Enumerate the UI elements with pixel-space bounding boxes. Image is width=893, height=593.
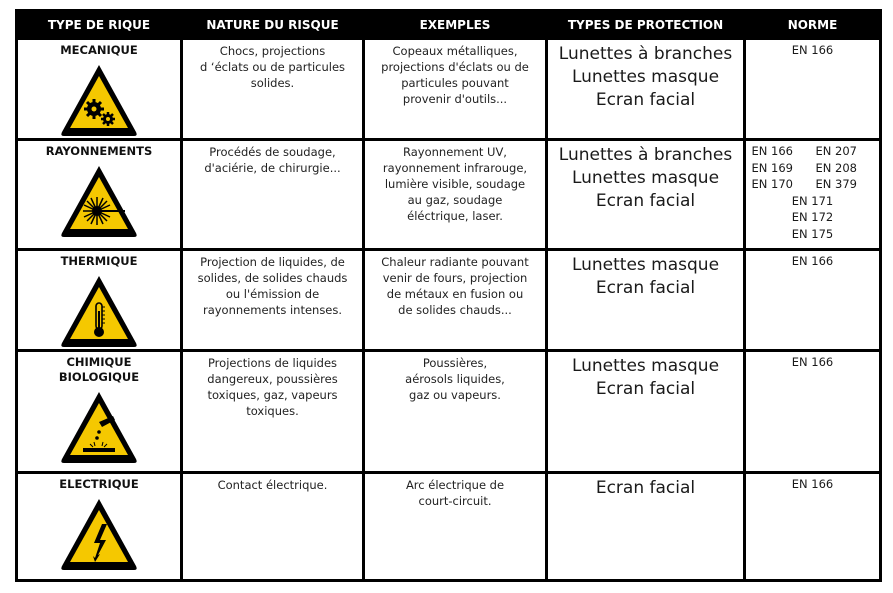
text-line: Poussières, xyxy=(422,356,488,370)
standard-code: EN 166 xyxy=(751,144,793,158)
protection-cell xyxy=(547,351,745,473)
risk-type-cell xyxy=(17,250,182,351)
examples-cell xyxy=(364,473,547,581)
text-line: court-circuit. xyxy=(418,494,492,508)
protection-item: Lunettes à branches xyxy=(558,145,733,165)
risk-type-label xyxy=(18,355,180,385)
table-header-row xyxy=(17,11,881,39)
text-line: provenir d'outils... xyxy=(402,92,508,106)
risk-nature-cell xyxy=(182,39,364,140)
text-line: Chaleur radiante pouvant xyxy=(381,255,529,269)
protection-cell xyxy=(547,473,745,581)
standard-code: EN 166 xyxy=(791,477,834,491)
text-line: lumière visible, soudage xyxy=(384,177,526,191)
standard-cell xyxy=(745,39,881,140)
text-line: Chocs, projections xyxy=(219,44,326,58)
text-line: Rayonnement UV, xyxy=(403,145,507,159)
table-row-rayonnements xyxy=(17,140,881,250)
standard-code: EN 208 xyxy=(815,160,857,175)
protection-item: Ecran facial xyxy=(595,191,696,211)
text-line: Copeaux métalliques, xyxy=(392,44,518,58)
table-row-thermique xyxy=(17,250,881,351)
risk-nature-cell xyxy=(182,473,364,581)
header-standard: NORME xyxy=(745,11,881,39)
table-row-mecanique xyxy=(17,39,881,140)
protection-cell xyxy=(547,39,745,140)
risk-type-label: RAYONNEMENTS xyxy=(45,144,153,158)
standard-cell xyxy=(745,473,881,581)
laser-radiation-warning-icon xyxy=(59,163,139,239)
protection-item: Ecran facial xyxy=(595,478,696,498)
standard-code: EN 169 xyxy=(751,160,793,175)
examples-cell xyxy=(364,351,547,473)
text-line: dangereux, poussières xyxy=(207,372,338,386)
risk-nature-cell xyxy=(182,140,364,250)
text-line: au gaz, soudage xyxy=(407,193,503,207)
examples-cell xyxy=(364,250,547,351)
protection-item: Lunettes masque xyxy=(571,168,720,188)
text-line: rayonnement infrarouge, xyxy=(382,161,528,175)
risk-type-cell xyxy=(17,140,182,250)
text-line: Procédés de soudage, xyxy=(209,145,336,159)
protection-item: Lunettes masque xyxy=(571,356,720,376)
text-line: de solides chauds... xyxy=(398,303,512,317)
examples-cell xyxy=(364,39,547,140)
corrosive-chemical-warning-icon xyxy=(59,389,139,465)
text-line: venir de fours, projection xyxy=(382,271,528,285)
header-examples: EXEMPLES xyxy=(364,11,547,39)
mechanical-gears-warning-icon xyxy=(59,62,139,138)
table-row-electrique xyxy=(17,473,881,581)
protection-item: Ecran facial xyxy=(595,379,696,399)
standard-code: EN 166 xyxy=(791,43,834,57)
electrical-hazard-warning-icon xyxy=(59,496,139,572)
header-protection-types: TYPES DE PROTECTION xyxy=(547,11,745,39)
text-line: d ‘éclats ou de particules xyxy=(199,60,346,74)
header-risk-type: TYPE DE RIQUE xyxy=(17,11,182,39)
standard-cell xyxy=(745,351,881,473)
risk-type-label: MECANIQUE xyxy=(60,43,138,57)
text-line: aérosols liquides, xyxy=(405,372,505,386)
text-line: toxiques. xyxy=(246,404,299,418)
protection-item: Lunettes à branches xyxy=(558,44,733,64)
text-line: solides, de solides chauds xyxy=(197,271,348,285)
text-line: de métaux en fusion ou xyxy=(386,287,524,301)
risk-type-label: ELECTRIQUE xyxy=(59,477,139,491)
examples-cell xyxy=(364,140,547,250)
standard-cell xyxy=(745,140,881,250)
risk-type-cell xyxy=(17,39,182,140)
risk-type-label: THERMIQUE xyxy=(60,254,138,268)
standard-code: EN 166 xyxy=(791,355,834,369)
text-line: gaz ou vapeurs. xyxy=(409,388,501,402)
text-line: Arc électrique de xyxy=(405,478,505,492)
protection-cell xyxy=(547,250,745,351)
text-line: éléctrique, laser. xyxy=(407,209,503,223)
text-line: particules pouvant xyxy=(401,76,509,90)
risk-type-cell xyxy=(17,473,182,581)
standard-code: EN 379 xyxy=(815,177,857,191)
text-line: Projections de liquides xyxy=(207,356,338,370)
standard-code: EN 171 xyxy=(791,193,834,208)
protection-item: Ecran facial xyxy=(595,90,696,110)
protection-item: Lunettes masque xyxy=(571,255,720,275)
risk-type-cell xyxy=(17,351,182,473)
text-line: Contact électrique. xyxy=(217,478,328,492)
standard-code: EN 175 xyxy=(791,226,834,241)
standard-cell xyxy=(745,250,881,351)
risk-nature-cell xyxy=(182,351,364,473)
risk-nature-cell xyxy=(182,250,364,351)
table-row-chimique-biologique xyxy=(17,351,881,473)
risk-type-label-line: CHIMIQUE xyxy=(66,355,132,369)
protection-item: Lunettes masque xyxy=(571,67,720,87)
standard-code: EN 170 xyxy=(751,177,793,191)
text-line: solides. xyxy=(250,76,295,90)
text-line: d'aciérie, de chirurgie... xyxy=(204,161,341,175)
thermometer-warning-icon xyxy=(59,273,139,349)
text-line: rayonnements intenses. xyxy=(202,303,343,317)
standard-code: EN 207 xyxy=(815,144,857,158)
risk-type-label-line: BIOLOGIQUE xyxy=(58,370,140,384)
text-line: projections d'éclats ou de xyxy=(381,60,529,74)
standard-code: EN 166 xyxy=(791,254,834,268)
protection-cell xyxy=(547,140,745,250)
header-risk-nature: NATURE DU RISQUE xyxy=(182,11,364,39)
text-line: ou l'émission de xyxy=(225,287,320,301)
standard-code: EN 172 xyxy=(791,210,834,224)
eye-protection-risk-table xyxy=(15,9,882,582)
standard-grid xyxy=(746,143,879,193)
protection-item: Ecran facial xyxy=(595,278,696,298)
text-line: Projection de liquides, de xyxy=(200,255,345,269)
text-line: toxiques, gaz, vapeurs xyxy=(207,388,338,402)
